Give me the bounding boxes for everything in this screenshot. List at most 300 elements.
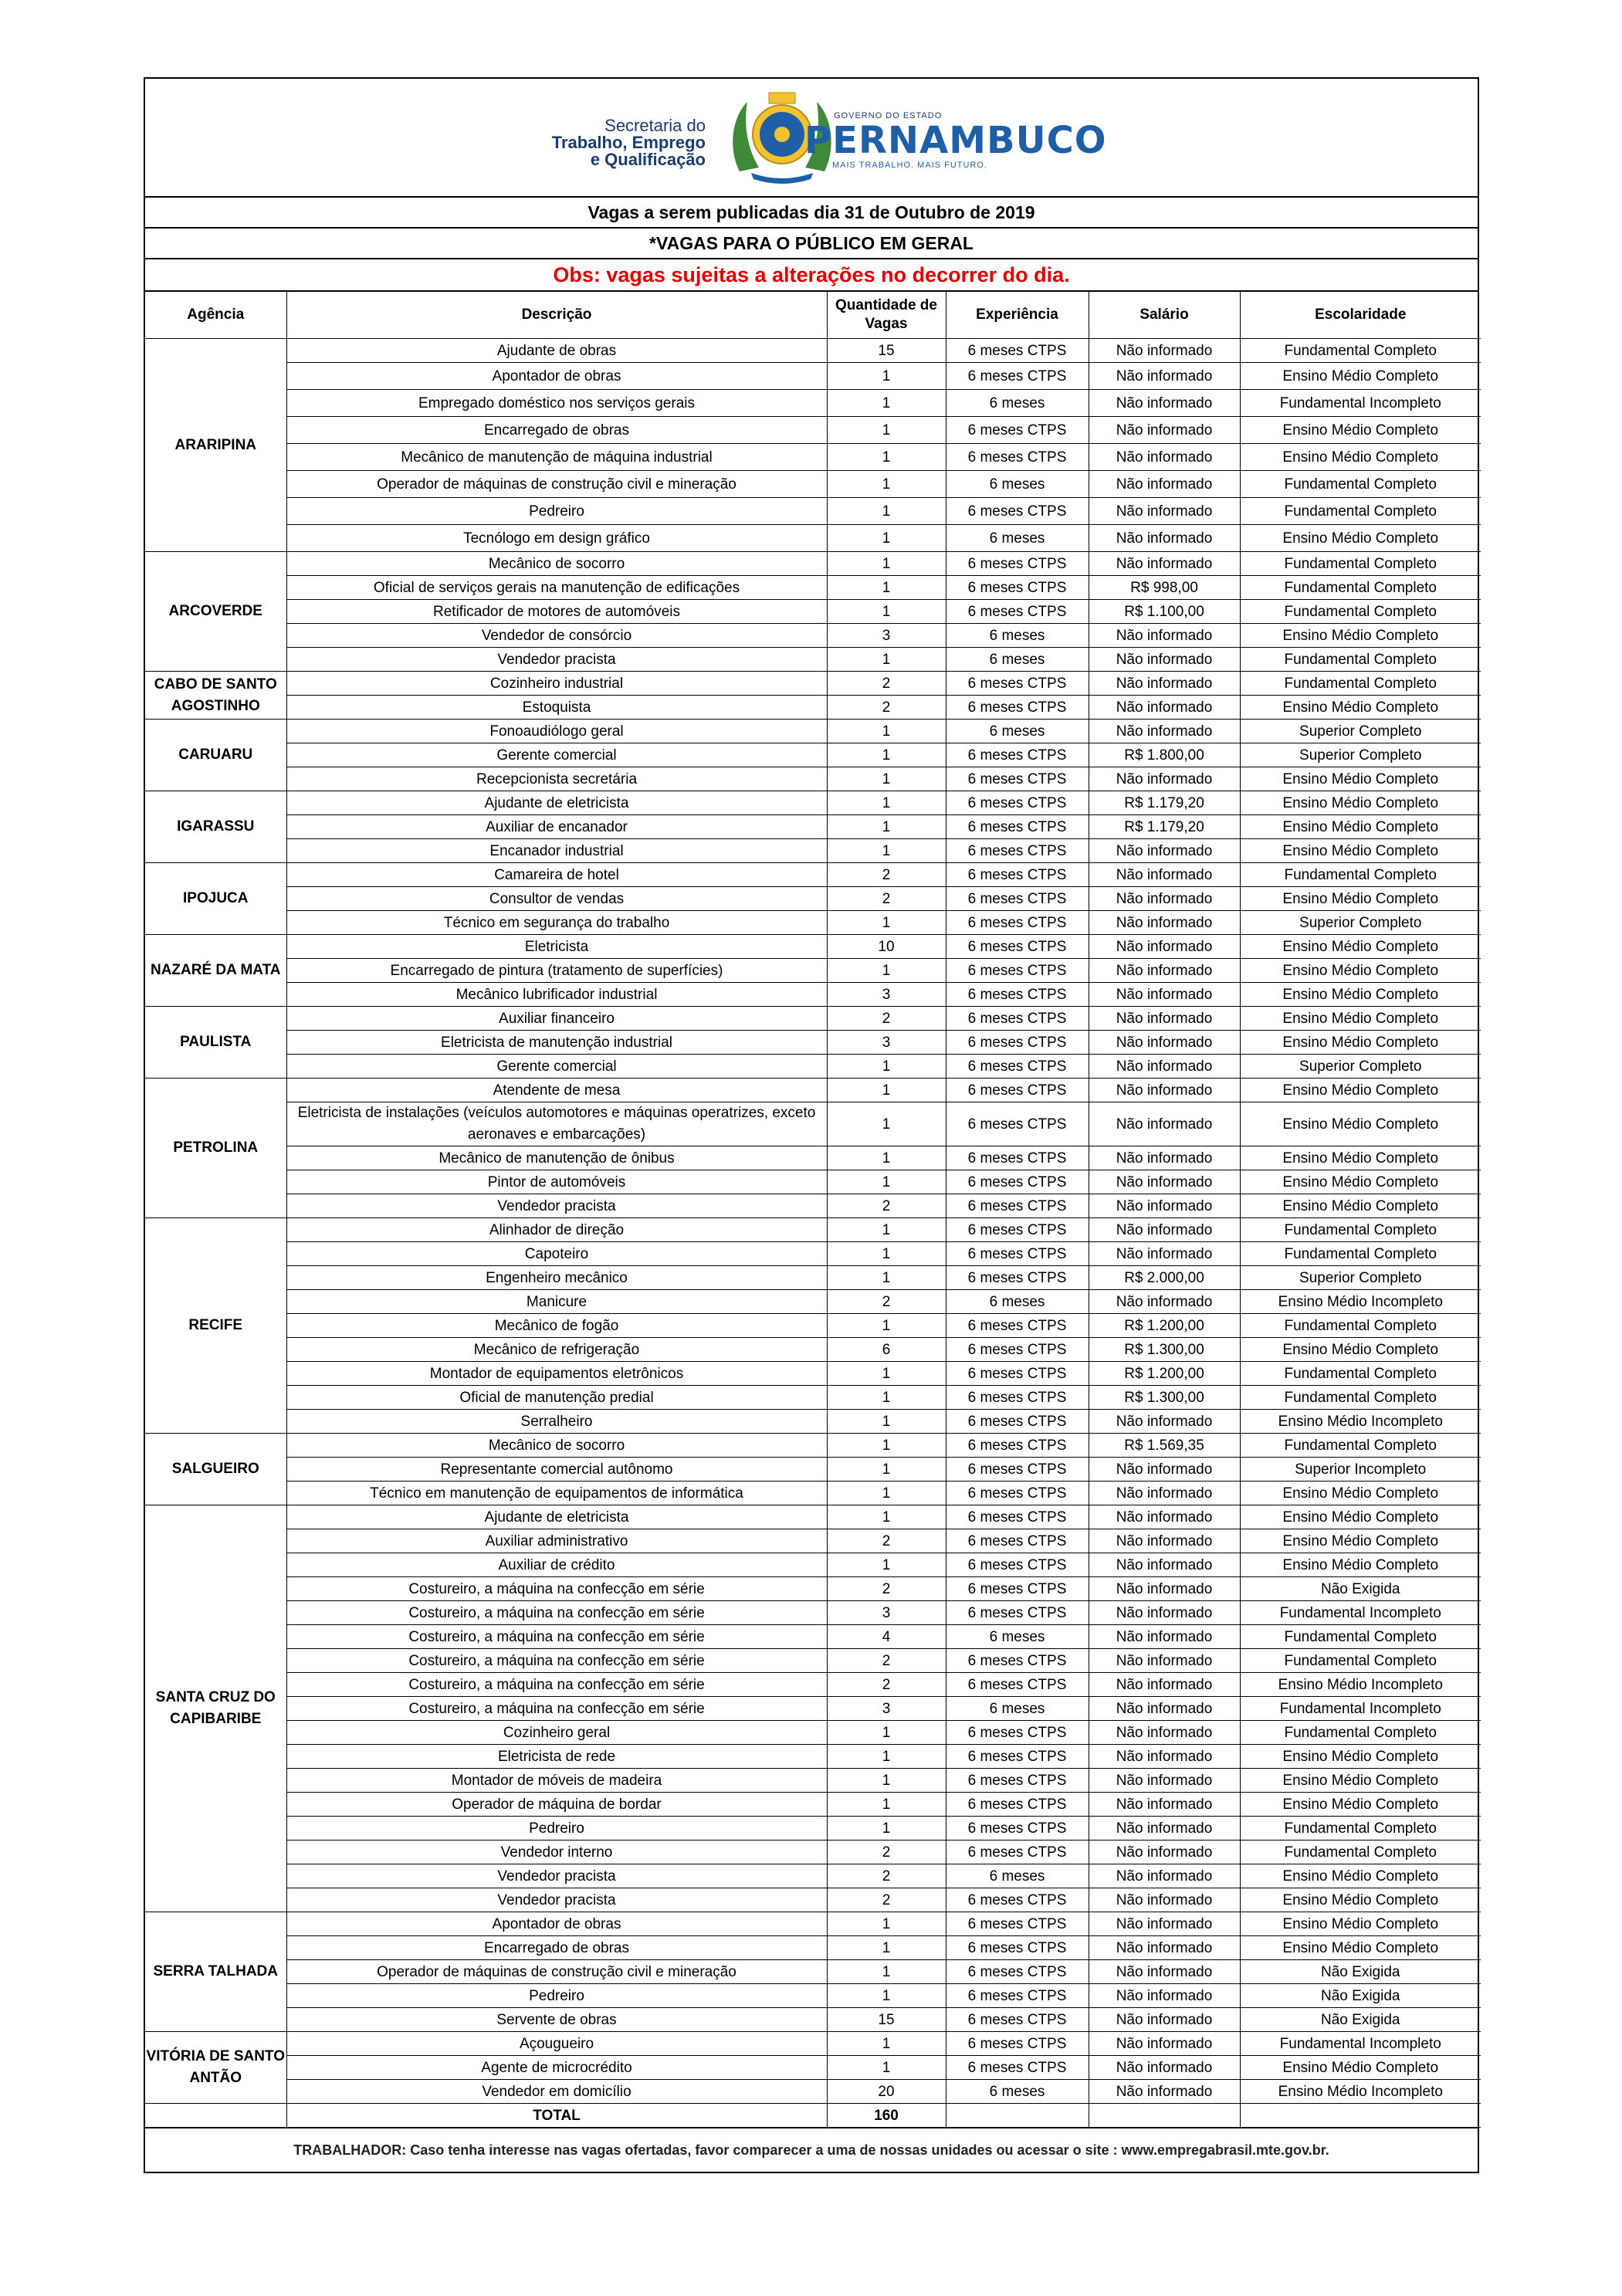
experiencia-cell: 6 meses CTPS xyxy=(946,1912,1089,1936)
escolaridade-cell: Superior Completo xyxy=(1240,720,1481,743)
descricao-cell: Costureiro, a máquina na confecção em série xyxy=(286,1697,827,1721)
quantidade-cell: 1 xyxy=(827,1553,946,1577)
table-row xyxy=(145,363,1481,390)
escolaridade-cell: Fundamental Completo xyxy=(1240,1218,1481,1242)
escolaridade-cell: Ensino Médio Completo xyxy=(1240,791,1481,815)
salario-cell: Não informado xyxy=(1089,911,1240,935)
total-value: 160 xyxy=(827,2104,946,2128)
experiencia-cell: 6 meses CTPS xyxy=(946,444,1089,471)
descricao-cell: Operador de máquinas de construção civil e mineração xyxy=(286,471,827,498)
total-empty-cell xyxy=(946,2104,1089,2128)
descricao-cell: Eletricista de instalações (veículos automotores e máquinas operatrizes, exceto aeronaves e embarcações) xyxy=(286,1102,827,1146)
escolaridade-cell: Ensino Médio Completo xyxy=(1240,1793,1481,1817)
salario-cell: Não informado xyxy=(1089,1170,1240,1194)
quantidade-cell: 1 xyxy=(827,1410,946,1434)
escolaridade-cell: Ensino Médio Completo xyxy=(1240,1079,1481,1102)
descricao-cell: Costureiro, a máquina na confecção em série xyxy=(286,1649,827,1673)
descricao-cell: Retificador de motores de automóveis xyxy=(286,600,827,624)
quantidade-cell: 2 xyxy=(827,887,946,911)
salario-cell: R$ 2.000,00 xyxy=(1089,1266,1240,1290)
table-row xyxy=(145,1553,1481,1577)
escolaridade-cell: Fundamental Completo xyxy=(1240,576,1481,600)
table-row xyxy=(145,525,1481,552)
salario-cell: Não informado xyxy=(1089,1410,1240,1434)
quantidade-cell: 1 xyxy=(827,1458,946,1482)
quantidade-cell: 1 xyxy=(827,791,946,815)
descricao-cell: Engenheiro mecânico xyxy=(286,1266,827,1290)
quantidade-cell: 1 xyxy=(827,1102,946,1146)
descricao-cell: Cozinheiro industrial xyxy=(286,672,827,696)
salario-cell: Não informado xyxy=(1089,1482,1240,1505)
table-row xyxy=(145,815,1481,839)
descricao-cell: Cozinheiro geral xyxy=(286,1721,827,1745)
experiencia-cell: 6 meses CTPS xyxy=(946,815,1089,839)
escolaridade-cell: Fundamental Completo xyxy=(1240,1649,1481,1673)
table-row xyxy=(145,959,1481,983)
escolaridade-cell: Não Exigida xyxy=(1240,1577,1481,1601)
col-header-experiencia: Experiência xyxy=(946,292,1089,339)
table-row xyxy=(145,339,1481,363)
agency-cell: IPOJUCA xyxy=(145,863,286,935)
quantidade-cell: 1 xyxy=(827,1793,946,1817)
salario-cell: Não informado xyxy=(1089,648,1240,672)
escolaridade-cell: Fundamental Completo xyxy=(1240,552,1481,576)
quantidade-cell: 3 xyxy=(827,1601,946,1625)
experiencia-cell: 6 meses CTPS xyxy=(946,767,1089,791)
descricao-cell: Pedreiro xyxy=(286,498,827,525)
salario-cell: Não informado xyxy=(1089,1290,1240,1314)
experiencia-cell: 6 meses CTPS xyxy=(946,911,1089,935)
escolaridade-cell: Ensino Médio Completo xyxy=(1240,417,1481,444)
descricao-cell: Fonoaudiólogo geral xyxy=(286,720,827,743)
descricao-cell: Empregado doméstico nos serviços gerais xyxy=(286,390,827,417)
table-row xyxy=(145,1242,1481,1266)
table-row xyxy=(145,1697,1481,1721)
salario-cell: Não informado xyxy=(1089,624,1240,648)
salario-cell: Não informado xyxy=(1089,417,1240,444)
gov-slogan: MAIS TRABALHO. MAIS FUTURO. xyxy=(832,161,987,170)
descricao-cell: Gerente comercial xyxy=(286,1055,827,1079)
escolaridade-cell: Ensino Médio Completo xyxy=(1240,363,1481,390)
escolaridade-cell: Ensino Médio Completo xyxy=(1240,1482,1481,1505)
experiencia-cell: 6 meses xyxy=(946,471,1089,498)
descricao-cell: Costureiro, a máquina na confecção em série xyxy=(286,1673,827,1697)
descricao-cell: Apontador de obras xyxy=(286,1912,827,1936)
quantidade-cell: 2 xyxy=(827,696,946,720)
escolaridade-cell: Fundamental Completo xyxy=(1240,1625,1481,1649)
quantidade-cell: 1 xyxy=(827,1817,946,1841)
table-row xyxy=(145,1912,1481,1936)
descricao-cell: Técnico em manutenção de equipamentos de informática xyxy=(286,1482,827,1505)
salario-cell: Não informado xyxy=(1089,767,1240,791)
descricao-cell: Camareira de hotel xyxy=(286,863,827,887)
quantidade-cell: 1 xyxy=(827,471,946,498)
experiencia-cell: 6 meses CTPS xyxy=(946,1055,1089,1079)
escolaridade-cell: Superior Completo xyxy=(1240,743,1481,767)
agency-cell: PETROLINA xyxy=(145,1079,286,1218)
experiencia-cell: 6 meses CTPS xyxy=(946,839,1089,863)
experiencia-cell: 6 meses CTPS xyxy=(946,417,1089,444)
total-empty-cell xyxy=(145,2104,286,2128)
quantidade-cell: 3 xyxy=(827,983,946,1007)
salario-cell: Não informado xyxy=(1089,2008,1240,2032)
escolaridade-cell: Fundamental Completo xyxy=(1240,648,1481,672)
quantidade-cell: 10 xyxy=(827,935,946,959)
escolaridade-cell: Fundamental Completo xyxy=(1240,1242,1481,1266)
table-header-row xyxy=(145,292,1481,339)
quantidade-cell: 1 xyxy=(827,1721,946,1745)
descricao-cell: Técnico em segurança do trabalho xyxy=(286,911,827,935)
descricao-cell: Pedreiro xyxy=(286,1984,827,2008)
escolaridade-cell: Ensino Médio Completo xyxy=(1240,887,1481,911)
escolaridade-cell: Ensino Médio Completo xyxy=(1240,444,1481,471)
table-row xyxy=(145,471,1481,498)
table-row xyxy=(145,1434,1481,1458)
salario-cell: Não informado xyxy=(1089,1817,1240,1841)
quantidade-cell: 1 xyxy=(827,1769,946,1793)
quantidade-cell: 1 xyxy=(827,839,946,863)
salario-cell: Não informado xyxy=(1089,863,1240,887)
quantidade-cell: 2 xyxy=(827,672,946,696)
experiencia-cell: 6 meses CTPS xyxy=(946,1170,1089,1194)
experiencia-cell: 6 meses CTPS xyxy=(946,1577,1089,1601)
escolaridade-cell: Ensino Médio Completo xyxy=(1240,1031,1481,1055)
escolaridade-cell: Ensino Médio Completo xyxy=(1240,525,1481,552)
salario-cell: Não informado xyxy=(1089,959,1240,983)
secretaria-line-1: Secretaria do xyxy=(604,116,706,135)
table-row xyxy=(145,1055,1481,1079)
quantidade-cell: 1 xyxy=(827,1079,946,1102)
table-row xyxy=(145,1170,1481,1194)
secretaria-line-3: e Qualificação xyxy=(590,150,706,169)
experiencia-cell: 6 meses CTPS xyxy=(946,363,1089,390)
table-row xyxy=(145,600,1481,624)
escolaridade-cell: Ensino Médio Completo xyxy=(1240,1194,1481,1218)
salario-cell: Não informado xyxy=(1089,390,1240,417)
table-row xyxy=(145,1458,1481,1482)
escolaridade-cell: Superior Completo xyxy=(1240,911,1481,935)
descricao-cell: Ajudante de eletricista xyxy=(286,1505,827,1529)
experiencia-cell: 6 meses CTPS xyxy=(946,1793,1089,1817)
experiencia-cell: 6 meses xyxy=(946,720,1089,743)
quantidade-cell: 1 xyxy=(827,1055,946,1079)
quantidade-cell: 2 xyxy=(827,1290,946,1314)
salario-cell: R$ 1.200,00 xyxy=(1089,1314,1240,1338)
descricao-cell: Eletricista de manutenção industrial xyxy=(286,1031,827,1055)
escolaridade-cell: Fundamental Completo xyxy=(1240,1841,1481,1864)
escolaridade-cell: Não Exigida xyxy=(1240,2008,1481,2032)
descricao-cell: Costureiro, a máquina na confecção em série xyxy=(286,1577,827,1601)
experiencia-cell: 6 meses xyxy=(946,1290,1089,1314)
descricao-cell: Encarregado de obras xyxy=(286,1936,827,1960)
descricao-cell: Operador de máquinas de construção civil e mineração xyxy=(286,1960,827,1984)
descricao-cell: Tecnólogo em design gráfico xyxy=(286,525,827,552)
quantidade-cell: 6 xyxy=(827,1338,946,1362)
salario-cell: Não informado xyxy=(1089,887,1240,911)
salario-cell: Não informado xyxy=(1089,1625,1240,1649)
table-row xyxy=(145,1721,1481,1745)
agency-cell: RECIFE xyxy=(145,1218,286,1434)
quantidade-cell: 2 xyxy=(827,1649,946,1673)
quantidade-cell: 1 xyxy=(827,1745,946,1769)
experiencia-cell: 6 meses CTPS xyxy=(946,1841,1089,1864)
escolaridade-cell: Superior Completo xyxy=(1240,1266,1481,1290)
quantidade-cell: 1 xyxy=(827,1146,946,1170)
table-row xyxy=(145,1769,1481,1793)
quantidade-cell: 1 xyxy=(827,1434,946,1458)
quantidade-cell: 3 xyxy=(827,624,946,648)
descricao-cell: Agente de microcrédito xyxy=(286,2056,827,2080)
table-row xyxy=(145,2056,1481,2080)
pernambuco-logo xyxy=(794,111,1107,170)
escolaridade-cell: Ensino Médio Completo xyxy=(1240,1338,1481,1362)
table-row xyxy=(145,1793,1481,1817)
descricao-cell: Mecânico de manutenção de ônibus xyxy=(286,1146,827,1170)
salario-cell: R$ 1.200,00 xyxy=(1089,1362,1240,1386)
descricao-cell: Auxiliar administrativo xyxy=(286,1529,827,1553)
total-row xyxy=(145,2104,1481,2128)
experiencia-cell: 6 meses CTPS xyxy=(946,1936,1089,1960)
table-row xyxy=(145,390,1481,417)
descricao-cell: Auxiliar de crédito xyxy=(286,1553,827,1577)
table-row xyxy=(145,1505,1481,1529)
quantidade-cell: 1 xyxy=(827,444,946,471)
escolaridade-cell: Ensino Médio Incompleto xyxy=(1240,1673,1481,1697)
experiencia-cell: 6 meses CTPS xyxy=(946,1314,1089,1338)
salario-cell: Não informado xyxy=(1089,339,1240,363)
salario-cell: Não informado xyxy=(1089,1055,1240,1079)
salario-cell: Não informado xyxy=(1089,1960,1240,1984)
col-header-descricao: Descrição xyxy=(286,292,827,339)
escolaridade-cell: Superior Incompleto xyxy=(1240,1458,1481,1482)
col-header-salario: Salário xyxy=(1089,292,1240,339)
descricao-cell: Vendedor pracista xyxy=(286,1194,827,1218)
salario-cell: R$ 1.569,35 xyxy=(1089,1434,1240,1458)
quantidade-cell: 1 xyxy=(827,498,946,525)
descricao-cell: Mecânico de socorro xyxy=(286,1434,827,1458)
quantidade-cell: 1 xyxy=(827,2032,946,2056)
salario-cell: Não informado xyxy=(1089,1912,1240,1936)
table-row xyxy=(145,1601,1481,1625)
header-logos xyxy=(145,79,1478,198)
escolaridade-cell: Ensino Médio Completo xyxy=(1240,1864,1481,1888)
table-row xyxy=(145,1841,1481,1864)
escolaridade-cell: Fundamental Completo xyxy=(1240,672,1481,696)
salario-cell: Não informado xyxy=(1089,1649,1240,1673)
escolaridade-cell: Ensino Médio Completo xyxy=(1240,1146,1481,1170)
table-row xyxy=(145,417,1481,444)
salario-cell: Não informado xyxy=(1089,839,1240,863)
escolaridade-cell: Fundamental Completo xyxy=(1240,1434,1481,1458)
escolaridade-cell: Fundamental Completo xyxy=(1240,471,1481,498)
table-row xyxy=(145,1079,1481,1102)
escolaridade-cell: Fundamental Completo xyxy=(1240,498,1481,525)
quantidade-cell: 1 xyxy=(827,1936,946,1960)
experiencia-cell: 6 meses CTPS xyxy=(946,672,1089,696)
escolaridade-cell: Fundamental Completo xyxy=(1240,600,1481,624)
salario-cell: Não informado xyxy=(1089,2080,1240,2104)
salario-cell: Não informado xyxy=(1089,1102,1240,1146)
experiencia-cell: 6 meses CTPS xyxy=(946,935,1089,959)
table-row xyxy=(145,1649,1481,1673)
experiencia-cell: 6 meses CTPS xyxy=(946,1242,1089,1266)
descricao-cell: Serralheiro xyxy=(286,1410,827,1434)
experiencia-cell: 6 meses CTPS xyxy=(946,1769,1089,1793)
quantidade-cell: 2 xyxy=(827,1673,946,1697)
footer-note: TRABALHADOR: Caso tenha interesse nas vagas ofertadas, favor comparecer a uma de nossas unidades ou acessar o site : www.empregabrasil.mte.gov.br. xyxy=(145,2128,1478,2172)
experiencia-cell: 6 meses CTPS xyxy=(946,863,1089,887)
experiencia-cell: 6 meses CTPS xyxy=(946,887,1089,911)
table-row xyxy=(145,552,1481,576)
descricao-cell: Servente de obras xyxy=(286,2008,827,2032)
table-row xyxy=(145,720,1481,743)
agency-cell: CABO DE SANTO AGOSTINHO xyxy=(145,672,286,720)
experiencia-cell: 6 meses CTPS xyxy=(946,1505,1089,1529)
descricao-cell: Mecânico de fogão xyxy=(286,1314,827,1338)
quantidade-cell: 2 xyxy=(827,1529,946,1553)
descricao-cell: Montador de móveis de madeira xyxy=(286,1769,827,1793)
salario-cell: Não informado xyxy=(1089,1146,1240,1170)
salario-cell: Não informado xyxy=(1089,1841,1240,1864)
experiencia-cell: 6 meses CTPS xyxy=(946,1721,1089,1745)
agency-cell: IGARASSU xyxy=(145,791,286,863)
agency-cell: SALGUEIRO xyxy=(145,1434,286,1505)
escolaridade-cell: Ensino Médio Completo xyxy=(1240,1769,1481,1793)
salario-cell: R$ 1.300,00 xyxy=(1089,1338,1240,1362)
experiencia-cell: 6 meses CTPS xyxy=(946,1031,1089,1055)
agency-cell: ARCOVERDE xyxy=(145,552,286,672)
experiencia-cell: 6 meses CTPS xyxy=(946,959,1089,983)
salario-cell: R$ 1.100,00 xyxy=(1089,600,1240,624)
escolaridade-cell: Ensino Médio Completo xyxy=(1240,1912,1481,1936)
experiencia-cell: 6 meses CTPS xyxy=(946,1817,1089,1841)
escolaridade-cell: Ensino Médio Completo xyxy=(1240,624,1481,648)
experiencia-cell: 6 meses CTPS xyxy=(946,2056,1089,2080)
descricao-cell: Mecânico de manutenção de máquina industrial xyxy=(286,444,827,471)
experiencia-cell: 6 meses CTPS xyxy=(946,552,1089,576)
experiencia-cell: 6 meses CTPS xyxy=(946,1601,1089,1625)
table-row xyxy=(145,863,1481,887)
total-empty-cell xyxy=(1089,2104,1240,2128)
salario-cell: R$ 1.800,00 xyxy=(1089,743,1240,767)
table-row xyxy=(145,498,1481,525)
experiencia-cell: 6 meses CTPS xyxy=(946,1482,1089,1505)
table-row xyxy=(145,1864,1481,1888)
escolaridade-cell: Fundamental Completo xyxy=(1240,863,1481,887)
experiencia-cell: 6 meses CTPS xyxy=(946,1338,1089,1362)
quantidade-cell: 2 xyxy=(827,863,946,887)
descricao-cell: Recepcionista secretária xyxy=(286,767,827,791)
descricao-cell: Eletricista de rede xyxy=(286,1745,827,1769)
descricao-cell: Montador de equipamentos eletrônicos xyxy=(286,1362,827,1386)
quantidade-cell: 1 xyxy=(827,1984,946,2008)
table-row xyxy=(145,839,1481,863)
quantidade-cell: 1 xyxy=(827,576,946,600)
col-header-quantidade: Quantidade de Vagas xyxy=(827,292,946,339)
experiencia-cell: 6 meses CTPS xyxy=(946,1410,1089,1434)
experiencia-cell: 6 meses CTPS xyxy=(946,1102,1089,1146)
escolaridade-cell: Ensino Médio Incompleto xyxy=(1240,1410,1481,1434)
table-row xyxy=(145,1194,1481,1218)
table-row xyxy=(145,1218,1481,1242)
table-row xyxy=(145,672,1481,696)
agency-cell: SERRA TALHADA xyxy=(145,1912,286,2032)
quantidade-cell: 1 xyxy=(827,1960,946,1984)
descricao-cell: Ajudante de eletricista xyxy=(286,791,827,815)
experiencia-cell: 6 meses CTPS xyxy=(946,1960,1089,1984)
salario-cell: Não informado xyxy=(1089,1864,1240,1888)
descricao-cell: Vendedor pracista xyxy=(286,1888,827,1912)
salario-cell: Não informado xyxy=(1089,1601,1240,1625)
quantidade-cell: 3 xyxy=(827,1697,946,1721)
salario-cell: R$ 1.179,20 xyxy=(1089,791,1240,815)
table-row xyxy=(145,983,1481,1007)
escolaridade-cell: Ensino Médio Completo xyxy=(1240,1745,1481,1769)
quantidade-cell: 2 xyxy=(827,1841,946,1864)
escolaridade-cell: Fundamental Completo xyxy=(1240,1721,1481,1745)
escolaridade-cell: Fundamental Completo xyxy=(1240,339,1481,363)
quantidade-cell: 1 xyxy=(827,1362,946,1386)
escolaridade-cell: Não Exigida xyxy=(1240,1984,1481,2008)
table-row xyxy=(145,1386,1481,1410)
agency-cell: SANTA CRUZ DO CAPIBARIBE xyxy=(145,1505,286,1912)
descricao-cell: Oficial de manutenção predial xyxy=(286,1386,827,1410)
descricao-cell: Costureiro, a máquina na confecção em série xyxy=(286,1625,827,1649)
salario-cell: Não informado xyxy=(1089,1697,1240,1721)
descricao-cell: Auxiliar de encanador xyxy=(286,815,827,839)
salario-cell: Não informado xyxy=(1089,2056,1240,2080)
experiencia-cell: 6 meses CTPS xyxy=(946,1745,1089,1769)
descricao-cell: Auxiliar financeiro xyxy=(286,1007,827,1031)
salario-cell: Não informado xyxy=(1089,498,1240,525)
salario-cell: Não informado xyxy=(1089,1721,1240,1745)
salario-cell: Não informado xyxy=(1089,983,1240,1007)
salario-cell: Não informado xyxy=(1089,1529,1240,1553)
salario-cell: Não informado xyxy=(1089,525,1240,552)
gov-name: PERNAMBUCO xyxy=(804,119,1107,162)
quantidade-cell: 1 xyxy=(827,743,946,767)
descricao-cell: Vendedor de consórcio xyxy=(286,624,827,648)
descricao-cell: Capoteiro xyxy=(286,1242,827,1266)
quantidade-cell: 1 xyxy=(827,720,946,743)
salario-cell: Não informado xyxy=(1089,1079,1240,1102)
escolaridade-cell: Ensino Médio Completo xyxy=(1240,767,1481,791)
escolaridade-cell: Ensino Médio Completo xyxy=(1240,959,1481,983)
quantidade-cell: 1 xyxy=(827,552,946,576)
escolaridade-cell: Fundamental Completo xyxy=(1240,1314,1481,1338)
table-row xyxy=(145,911,1481,935)
table-row xyxy=(145,1290,1481,1314)
experiencia-cell: 6 meses xyxy=(946,2080,1089,2104)
descricao-cell: Mecânico de refrigeração xyxy=(286,1338,827,1362)
escolaridade-cell: Ensino Médio Completo xyxy=(1240,1888,1481,1912)
salario-cell: R$ 1.300,00 xyxy=(1089,1386,1240,1410)
table-row xyxy=(145,1338,1481,1362)
descricao-cell: Açougueiro xyxy=(286,2032,827,2056)
descricao-cell: Vendedor pracista xyxy=(286,648,827,672)
descricao-cell: Estoquista xyxy=(286,696,827,720)
escolaridade-cell: Ensino Médio Completo xyxy=(1240,1170,1481,1194)
escolaridade-cell: Ensino Médio Incompleto xyxy=(1240,2080,1481,2104)
quantidade-cell: 1 xyxy=(827,363,946,390)
table-row xyxy=(145,1007,1481,1031)
quantidade-cell: 15 xyxy=(827,339,946,363)
table-row xyxy=(145,743,1481,767)
salario-cell: Não informado xyxy=(1089,1505,1240,1529)
salario-cell: Não informado xyxy=(1089,720,1240,743)
table-row xyxy=(145,1888,1481,1912)
table-row xyxy=(145,1960,1481,1984)
